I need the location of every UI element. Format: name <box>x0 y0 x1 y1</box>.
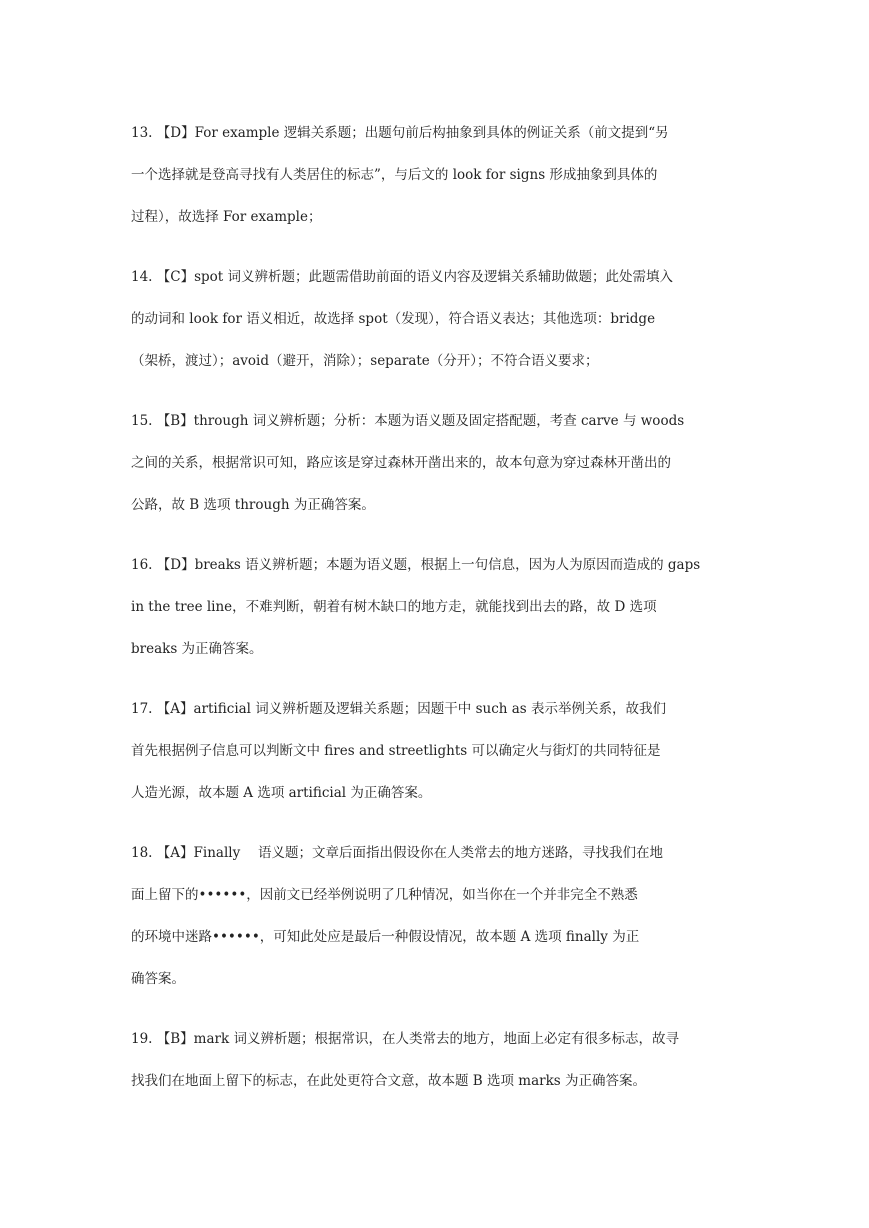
answer-item-13 <box>131 112 741 238</box>
text-line: in the tree line，不难判断，朝着有树木缺口的地方走，就能找到出去的路，故 D 选项 <box>131 599 657 615</box>
answer-item-14 <box>131 256 741 382</box>
answer-item-15 <box>131 400 741 526</box>
text-line: 15. 【B】through 词义辨析题；分析：本题为语义题及固定搭配题，考查 carve 与 woods <box>131 413 685 429</box>
text-line: 面上留下的••••••，因前文已经举例说明了几种情况，如当你在一个并非完全不熟悉 <box>131 887 638 903</box>
text-line: 过程），故选择 For example； <box>131 209 322 225</box>
document-page <box>131 112 741 1120</box>
text-line: 找我们在地面上留下的标志，在此处更符合文意，故本题 B 选项 marks 为正确答案。 <box>131 1073 646 1089</box>
text-line: 13. 【D】For example 逻辑关系题；出题句前后构抽象到具体的例证关系（前文提到“另 <box>131 125 669 141</box>
answer-item-16 <box>131 544 741 670</box>
answer-item-18 <box>131 832 741 1000</box>
text-line: 确答案。 <box>131 971 185 987</box>
text-line: 首先根据例子信息可以判断文中 fires and streetlights 可以确定火与街灯的共同特征是 <box>131 743 661 759</box>
text-line: 19. 【B】mark 词义辨析题；根据常识，在人类常去的地方，地面上必定有很多标志，故寻 <box>131 1031 679 1047</box>
text-line: 的环境中迷路••••••，可知此处应是最后一种假设情况，故本题 A 选项 finally 为正 <box>131 929 640 945</box>
text-line: 16. 【D】breaks 语义辨析题；本题为语义题，根据上一句信息，因为人为原因而造成的 gaps <box>131 557 701 573</box>
text-line: 公路，故 B 选项 through 为正确答案。 <box>131 497 375 513</box>
text-line: （架桥，渡过）；avoid（避开，消除）；separate（分开）；不符合语义要求； <box>131 353 599 369</box>
text-line: breaks 为正确答案。 <box>131 641 263 657</box>
answer-item-19 <box>131 1018 741 1102</box>
text-line: 的动词和 look for 语义相近，故选择 spot（发现），符合语义表达；其他选项：bridge <box>131 311 656 327</box>
text-line: 14. 【C】spot 词义辨析题；此题需借助前面的语义内容及逻辑关系辅助做题；此处需填入 <box>131 269 674 285</box>
text-line: 之间的关系，根据常识可知，路应该是穿过森林开凿出来的，故本句意为穿过森林开凿出的 <box>131 455 671 471</box>
text-line: 一个选择就是登高寻找有人类居住的标志”，与后文的 look for signs 形成抽象到具体的 <box>131 167 658 183</box>
text-line: 17. 【A】artificial 词义辨析题及逻辑关系题；因题干中 such as 表示举例关系，故我们 <box>131 701 667 717</box>
text-line: 人造光源，故本题 A 选项 artificial 为正确答案。 <box>131 785 432 801</box>
answer-item-17 <box>131 688 741 814</box>
text-line: 18. 【A】Finally 语义题；文章后面指出假设你在人类常去的地方迷路，寻找我们在地 <box>131 845 663 861</box>
